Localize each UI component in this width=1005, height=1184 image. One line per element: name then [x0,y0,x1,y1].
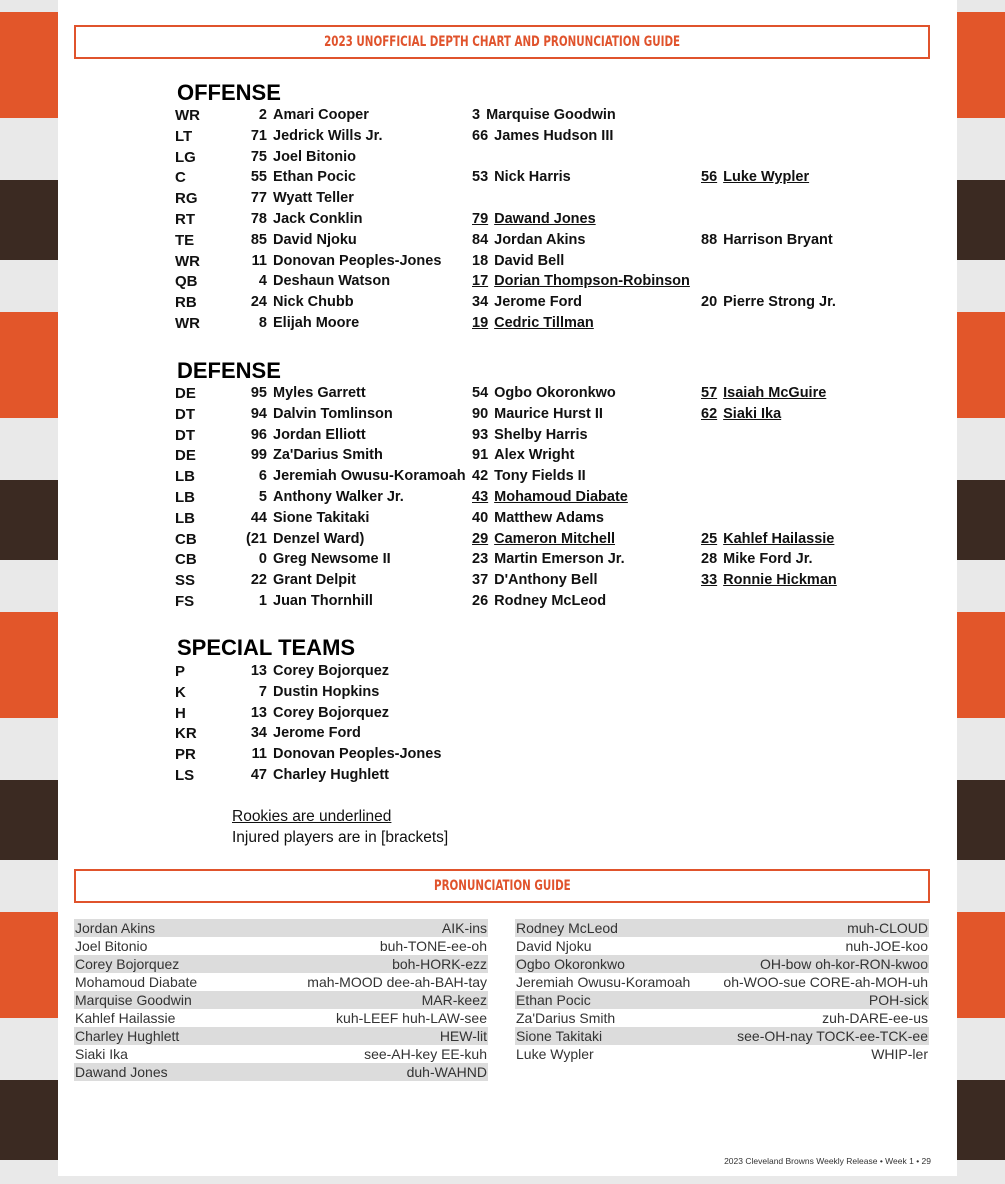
position-label: LB [175,489,195,506]
depth-row [175,149,935,170]
player-name: Luke Wypler [723,169,810,186]
player-name: Myles Garrett [273,385,366,401]
pronunciation-name: Mohamoud Diabate [75,974,198,990]
player-name: Mohamoud Diabate [494,489,628,505]
jersey-number: (21 [246,530,267,547]
jersey-number: 34 [472,294,489,311]
jersey-number: 42 [472,468,489,485]
position-label: TE [175,231,195,249]
pronunciation-row [74,973,488,991]
player-entry [227,746,647,762]
player-name: Juan Thornhill [273,593,373,609]
jersey-number: 6 [258,468,267,485]
pronunciation-row [74,1009,488,1027]
pronunciation-row [74,1027,488,1045]
position-label: H [175,704,186,722]
jersey-number: 8 [258,315,267,331]
position-label: RG [175,190,198,208]
player-name: Mike Ford Jr. [723,551,813,568]
pronunciation-phonetic: see-OH-nay TOCK-ee-TCK-ee [737,1028,928,1044]
pronunciation-name: David Njoku [516,938,592,954]
pronunciation-row [515,1027,929,1045]
position-label: LB [175,509,195,527]
special-teams-title: SPECIAL TEAMS [177,635,356,660]
position-label: WR [175,107,200,124]
player-entry [472,531,702,547]
pronunciation-row [74,955,488,973]
jersey-number: 90 [472,405,489,422]
offense-title: OFFENSE [177,80,281,105]
position-label: RT [175,211,195,228]
position-label: WR [175,315,200,332]
player-name: Isaiah McGuire [723,385,827,401]
jersey-number: 0 [258,551,267,568]
pronunciation-name: Jordan Akins [75,920,156,936]
player-entry [701,572,931,588]
jersey-number: 5 [258,489,267,505]
depth-row [175,232,935,253]
depth-row [175,746,935,767]
depth-row [175,767,935,788]
jersey-number: 1 [258,593,267,609]
player-name: Jordan Elliott [273,426,366,443]
depth-row [175,551,935,572]
player-name: Charley Hughlett [273,767,390,783]
depth-row [175,315,935,336]
jersey-number: 96 [250,426,267,443]
jersey-number: 75 [250,148,267,165]
position-label: P [175,663,186,680]
pronunciation-row [74,937,488,955]
position-label: FS [175,593,195,610]
jersey-number: 17 [472,273,489,290]
position-label: C [175,169,186,187]
pronunciation-phonetic: oh-WOO-sue CORE-ah-MOH-uh [723,974,928,990]
player-name: Joel Bitonio [273,148,356,165]
pronunciation-phonetic: MAR-keez [421,992,487,1008]
jersey-number: 77 [250,190,267,207]
player-name: Ronnie Hickman [723,572,837,589]
jersey-number: 37 [472,572,489,589]
player-entry [472,232,702,248]
depth-row [175,190,935,211]
player-name: Marquise Goodwin [486,107,616,123]
depth-row [175,427,935,448]
player-name: Dorian Thompson-Robinson [494,273,690,290]
player-name: Jerome Ford [273,725,361,742]
player-name: Jordan Akins [494,231,586,248]
depth-row [175,572,935,593]
player-name: Nick Harris [494,169,571,186]
pronunciation-row [515,1009,929,1027]
defense-title: DEFENSE [177,358,281,383]
player-name: Ethan Pocic [273,169,356,186]
player-name: Pierre Strong Jr. [723,294,836,311]
player-entry [472,294,702,310]
jersey-number: 44 [250,509,267,526]
player-name: Za'Darius Smith [273,447,383,464]
player-name: Elijah Moore [273,315,360,331]
pronunciation-row [515,955,929,973]
pronunciation-phonetic: OH-bow oh-kor-RON-kwoo [759,956,928,972]
jersey-number: 11 [251,746,267,763]
jersey-number: 99 [250,447,267,464]
jersey-number: 13 [250,704,267,721]
player-name: Rodney McLeod [494,593,607,609]
position-label: RB [175,294,197,312]
pronunciation-row [74,1063,488,1081]
player-name: Nick Chubb [273,294,354,311]
player-name: Maurice Hurst II [494,405,603,422]
player-entry [472,468,702,484]
depth-row [175,684,935,705]
jersey-number: 11 [251,252,267,269]
jersey-number: 34 [250,725,267,742]
player-name: Deshaun Watson [273,273,391,290]
pronunciation-row [515,937,929,955]
position-label: LB [175,468,195,486]
pronunciation-row [74,991,488,1009]
depth-row [175,128,935,149]
pronunciation-name: Kahlef Hailassie [75,1010,176,1026]
player-entry [472,572,702,588]
depth-row [175,385,935,406]
jersey-number: 78 [250,211,267,227]
depth-chart-banner [74,25,930,59]
player-entry [227,767,647,783]
player-entry [227,190,647,206]
player-name: Donovan Peoples-Jones [273,746,442,763]
jersey-number: 84 [472,231,489,248]
pronunciation-name: Ethan Pocic [516,992,591,1008]
player-entry [701,232,931,248]
jersey-number: 55 [250,169,267,186]
pronunciation-phonetic: duh-WAHND [406,1064,487,1080]
depth-row [175,406,935,427]
player-entry [472,447,702,463]
player-name: Dalvin Tomlinson [273,405,393,422]
jersey-number: 53 [472,169,489,186]
position-label: PR [175,746,196,764]
jersey-number: 3 [472,107,481,123]
depth-row [175,593,935,614]
position-label: KR [175,725,197,743]
position-label: DT [175,426,195,444]
jersey-number: 66 [472,127,489,144]
pronunciation-phonetic: AIK-ins [441,920,487,936]
player-name: Amari Cooper [273,107,369,123]
jersey-number: 29 [472,530,489,547]
depth-row [175,489,935,510]
pronunciation-phonetic: see-AH-key EE-kuh [364,1046,487,1062]
pronunciation-phonetic: boh-HORK-ezz [392,956,487,972]
player-name: Alex Wright [494,447,575,464]
depth-row [175,725,935,746]
pronunciation-row [515,991,929,1009]
jersey-number: 54 [472,385,489,401]
jersey-number: 79 [472,211,489,227]
jersey-number: 23 [472,551,489,568]
player-name: Kahlef Hailassie [723,530,835,547]
player-name: Jeremiah Owusu-Koramoah [273,468,466,485]
player-entry [227,663,647,679]
player-entry [701,406,931,422]
pronunciation-right-column [515,919,929,1063]
jersey-number: 13 [250,663,267,679]
pronunciation-phonetic: HEW-lit [439,1028,487,1044]
pronunciation-name: Dawand Jones [75,1064,168,1080]
player-name: Anthony Walker Jr. [273,489,404,505]
position-label: CB [175,530,197,548]
depth-row [175,169,935,190]
player-entry [472,169,702,185]
pronunciation-row [74,919,488,937]
footer: 2023 Cleveland Browns Weekly Release • Week 1 • 29 [724,1156,931,1166]
pronunciation-name: Marquise Goodwin [75,992,192,1008]
pronunciation-row [74,1045,488,1063]
player-name: Tony Fields II [494,468,586,485]
depth-row [175,273,935,294]
position-label: K [175,683,186,701]
jersey-number: 88 [701,231,718,248]
player-entry [227,725,647,741]
depth-row [175,253,935,274]
depth-row [175,531,935,552]
pronunciation-banner [74,869,930,903]
position-label: QB [175,273,198,291]
player-entry [227,149,647,165]
position-label: LT [175,127,193,145]
player-name: Denzel Ward) [273,530,365,547]
pronunciation-phonetic: kuh-LEEF huh-LAW-see [336,1010,487,1026]
player-entry [472,489,702,505]
player-name: Siaki Ika [723,405,782,422]
position-label: WR [175,252,200,270]
player-entry [472,128,702,144]
player-entry [701,385,931,401]
jersey-number: 40 [472,509,489,526]
page-title: 2023 UNOFFICIAL DEPTH CHART AND PRONUNCIATION GUIDE [323,34,681,50]
player-name: Ogbo Okoronkwo [494,385,616,401]
player-name: D'Anthony Bell [494,572,598,589]
player-name: Shelby Harris [494,426,588,443]
depth-row [175,447,935,468]
player-name: Sione Takitaki [273,509,370,526]
player-name: Martin Emerson Jr. [494,551,625,568]
player-name: Jedrick Wills Jr. [273,127,383,144]
pronunciation-name: Siaki Ika [75,1046,128,1062]
rookies-note: Rookies are underlined [232,808,392,825]
pronunciation-left-column [74,919,488,1081]
injured-note: Injured players are in [brackets] [232,829,449,846]
player-name: Cedric Tillman [494,315,594,331]
pronunciation-phonetic: mah-MOOD dee-ah-BAH-tay [307,974,487,990]
release-page [58,0,957,1176]
pronunciation-phonetic: nuh-JOE-koo [845,938,928,954]
jersey-number: 62 [701,405,718,422]
jersey-number: 28 [701,551,718,568]
pronunciation-name: Za'Darius Smith [516,1010,616,1026]
player-name: Jerome Ford [494,294,582,311]
depth-row [175,705,935,726]
player-name: David Njoku [273,231,357,248]
player-name: Grant Delpit [273,572,356,589]
position-label: LS [175,767,195,784]
pronunciation-row [515,919,929,937]
jersey-number: 57 [701,385,718,401]
player-entry [472,406,702,422]
pronunciation-name: Sione Takitaki [516,1028,603,1044]
player-name: Cameron Mitchell [494,530,615,547]
player-name: Jack Conklin [273,211,363,227]
player-entry [472,273,702,289]
jersey-number: 71 [250,127,267,144]
jersey-number: 94 [250,405,267,422]
player-name: Wyatt Teller [273,190,354,207]
player-entry [701,551,931,567]
position-label: DE [175,447,196,465]
jersey-number: 43 [472,489,489,505]
player-entry [227,705,647,721]
pronunciation-phonetic: POH-sick [868,992,928,1008]
depth-row [175,510,935,531]
player-name: James Hudson III [494,127,614,144]
player-entry [472,551,702,567]
player-entry [472,510,702,526]
player-entry [701,531,931,547]
player-entry [227,684,647,700]
jersey-number: 19 [472,315,489,331]
pronunciation-name: Jeremiah Owusu-Koramoah [516,974,691,990]
pronunciation-name: Corey Bojorquez [75,956,180,972]
jersey-number: 18 [472,252,489,269]
jersey-number: 25 [701,530,718,547]
player-entry [472,107,702,123]
jersey-number: 91 [472,447,489,464]
pronunciation-row [515,973,929,991]
jersey-number: 26 [472,593,489,609]
depth-row [175,294,935,315]
player-entry [472,385,702,401]
jersey-number: 93 [472,426,489,443]
jersey-number: 2 [258,107,267,123]
player-name: Dustin Hopkins [273,683,380,700]
pronunciation-phonetic: buh-TONE-ee-oh [379,938,487,954]
player-entry [472,427,702,443]
position-label: DT [175,405,195,423]
pronunciation-name: Ogbo Okoronkwo [516,956,625,972]
player-name: David Bell [494,252,565,269]
jersey-number: 4 [258,273,267,290]
player-name: Dawand Jones [494,211,596,227]
position-label: DE [175,385,196,402]
pronunciation-phonetic: muh-CLOUD [847,920,928,936]
player-name: Corey Bojorquez [273,704,390,721]
pronunciation-name: Charley Hughlett [75,1028,180,1044]
player-entry [472,211,702,227]
jersey-number: 47 [250,767,267,783]
depth-row [175,211,935,232]
player-name: Corey Bojorquez [273,663,390,679]
jersey-number: 33 [701,572,718,589]
pronunciation-name: Luke Wypler [516,1046,594,1062]
pronunciation-title: PRONUNCIATION GUIDE [433,878,571,894]
depth-row [175,468,935,489]
player-name: Harrison Bryant [723,231,833,248]
pronunciation-phonetic: WHIP-ler [871,1046,928,1062]
player-name: Greg Newsome II [273,551,391,568]
jersey-number: 22 [250,572,267,589]
depth-row [175,663,935,684]
jersey-number: 7 [258,683,267,700]
jersey-number: 85 [250,231,267,248]
player-entry [701,294,931,310]
player-name: Donovan Peoples-Jones [273,252,442,269]
jersey-number: 20 [701,294,718,311]
player-entry [472,253,702,269]
position-label: SS [175,572,196,590]
position-label: LG [175,148,196,166]
pronunciation-row [515,1045,929,1063]
jersey-number: 95 [250,385,267,401]
pronunciation-phonetic: zuh-DARE-ee-us [822,1010,928,1026]
player-name: Matthew Adams [494,509,604,526]
player-entry [701,169,931,185]
player-entry [472,315,702,331]
depth-row [175,107,935,128]
position-label: CB [175,551,197,569]
jersey-number: 24 [250,294,267,311]
player-entry [472,593,702,609]
pronunciation-name: Joel Bitonio [75,938,148,954]
pronunciation-name: Rodney McLeod [516,920,618,936]
jersey-number: 56 [701,169,718,186]
